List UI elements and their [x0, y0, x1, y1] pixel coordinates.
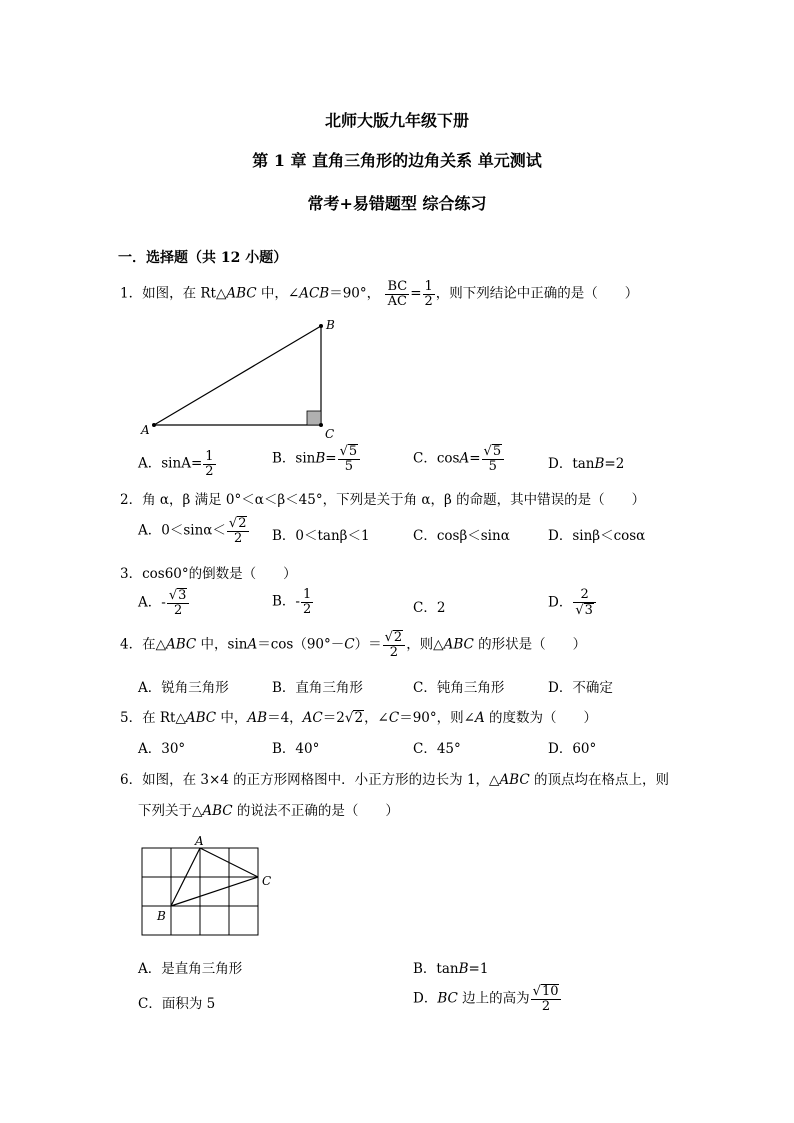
q6-label-a: A: [195, 834, 204, 848]
q1-eq: =: [410, 285, 422, 302]
question-3: 3．cos60°的倒数是（ ）: [120, 566, 297, 582]
q1-label-b: B: [326, 318, 335, 332]
q4-option-b[interactable]: B．直角三角形: [272, 680, 363, 696]
q1-var: ABC: [226, 285, 257, 302]
q6-option-a[interactable]: A．是直角三角形: [138, 961, 243, 977]
question-5: 5．在 Rt△ABC 中，AB＝4，AC＝2√2，∠C＝90°，则∠A 的度数为（ ）: [120, 710, 598, 726]
q1-text: 中，∠: [256, 285, 300, 302]
q6-label-b: B: [157, 909, 166, 923]
q2-option-d[interactable]: D．sinβ＜cosα: [548, 528, 646, 544]
q6-option-b[interactable]: B．tanB=1: [413, 961, 489, 977]
chapter-title: 第 1 章 直角三角形的边角关系 单元测试: [252, 151, 542, 170]
q1-triangle-figure: [140, 316, 340, 441]
q5-option-c[interactable]: C．45°: [413, 741, 461, 757]
q6-option-c[interactable]: C．面积为 5: [138, 996, 216, 1012]
q4-option-c[interactable]: C．钝角三角形: [413, 680, 505, 696]
q1-text: ＝90°，: [329, 285, 381, 302]
question-6-line-2: 下列关于△ABC 的说法不正确的是（ ）: [138, 803, 399, 819]
question-4: 4．在△ABC 中，sinA＝cos（90°－C）＝ $\frac{√2}{2}$ ，则△ABC 的形状是（ ）: [120, 630, 587, 661]
q1-label-c: C: [325, 427, 335, 441]
q1-option-d[interactable]: D．tanB=2: [548, 456, 625, 472]
q6-grid-figure: [130, 832, 280, 942]
q1-half: $\frac{1}{2}$: [424, 279, 433, 309]
q3-option-b[interactable]: B．- $\frac{1}{2}$: [272, 587, 312, 617]
question-1: [120, 280, 638, 308]
q5-option-b[interactable]: B．40°: [272, 741, 320, 757]
q1-var: ACB: [299, 285, 330, 302]
q1-option-a[interactable]: A．sinA= $\frac{1}{2}$: [138, 449, 214, 479]
subtitle: 常考+易错题型 综合练习: [307, 194, 487, 213]
q1-fraction: $\frac{BC}{AC}$: [387, 279, 408, 309]
q4-option-a[interactable]: A．锐角三角形: [138, 680, 229, 696]
q2-option-b[interactable]: B．0＜tanβ＜1: [272, 528, 370, 544]
section-heading: 一．选择题（共 12 小题）: [118, 250, 288, 266]
q3-option-a[interactable]: A．- $\frac{√3}{2}$: [138, 588, 190, 618]
q3-option-d[interactable]: D． $\frac{2}{√3}$: [548, 588, 597, 618]
q5-option-d[interactable]: D．60°: [548, 741, 597, 757]
question-6-line-1: 6．如图，在 3×4 的正方形网格图中．小正方形的边长为 1，△ABC 的顶点均在格点上，则: [120, 772, 669, 788]
q1-option-b[interactable]: B．sinB= $\frac{√5}{5}$: [272, 444, 361, 474]
q1-label-a: A: [141, 423, 150, 437]
q4-option-d[interactable]: D．不确定: [548, 680, 613, 696]
question-2: 2．角 α，β 满足 0°＜α＜β＜45°，下列是关于角 α，β 的命题，其中错误的是（ ）: [120, 492, 646, 508]
q1-option-c[interactable]: C．cosA= $\frac{√5}{5}$: [413, 444, 505, 474]
q6-option-d[interactable]: D．BC 边上的高为 $\frac{√10}{2}$: [413, 984, 562, 1014]
q5-option-a[interactable]: A．30°: [138, 741, 186, 757]
q3-option-c[interactable]: C．2: [413, 600, 446, 616]
q6-label-c: C: [262, 874, 272, 888]
q2-option-a[interactable]: A．0＜sinα＜ $\frac{√2}{2}$: [138, 516, 250, 546]
document-title: 北师大版九年级下册: [324, 111, 469, 130]
q1-text: ，则下列结论中正确的是（ ）: [435, 285, 639, 302]
q2-option-c[interactable]: C．cosβ＜sinα: [413, 528, 510, 544]
q1-text: 1．如图，在 Rt△: [120, 285, 227, 302]
